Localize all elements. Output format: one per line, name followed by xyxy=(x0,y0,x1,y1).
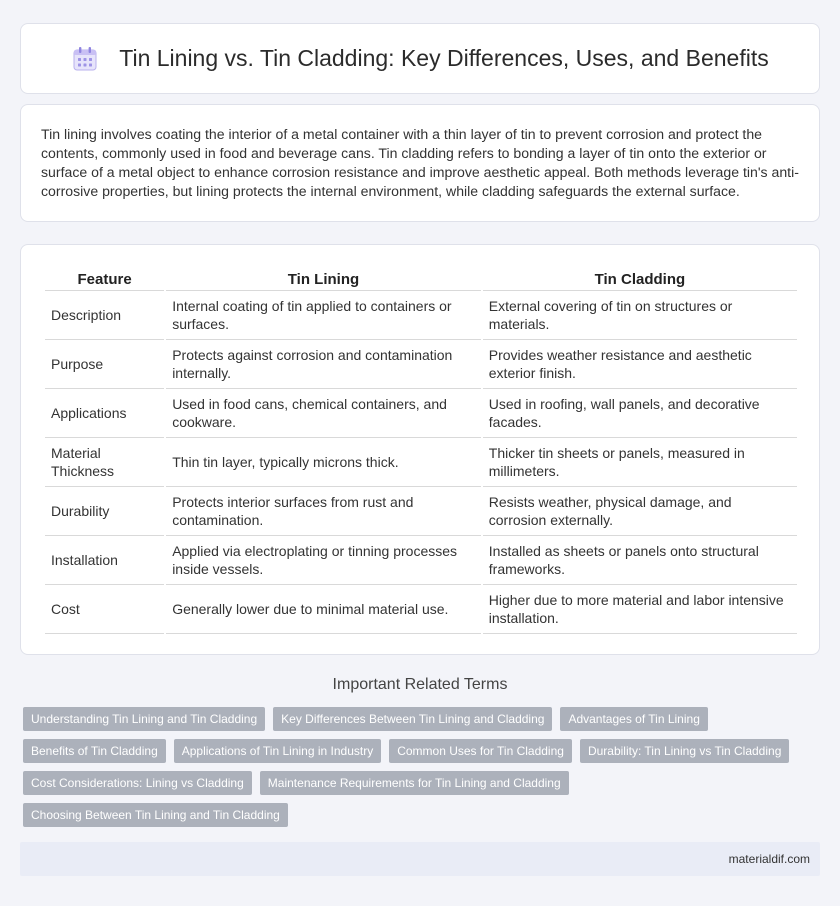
row-tin-cladding: External covering of tin on structures or materials. xyxy=(483,291,797,340)
row-tin-cladding: Higher due to more material and labor intensive installation. xyxy=(483,585,797,634)
row-tin-lining: Protects against corrosion and contamination internally. xyxy=(166,340,481,389)
table-header-row xyxy=(45,265,797,291)
calendar-grid-icon xyxy=(71,45,99,73)
header-feature: Feature xyxy=(45,265,164,291)
row-tin-cladding: Used in roofing, wall panels, and decorative facades. xyxy=(483,389,797,438)
related-tag-advantages-lining[interactable]: Advantages of Tin Lining xyxy=(560,707,707,731)
intro-paragraph: Tin lining involves coating the interior of a metal container with a thin layer of tin to prevent corrosion and protect the contents, commonly used in food and beverage cans. Tin cladding refers to bonding a layer of tin onto the exterior or surface of a metal object to enhance corrosion resistance and improve aesthetic appeal. Both methods leverage tin's anti-corrosive properties, but lining protects the internal environment, while cladding safeguards the external surface. xyxy=(41,126,799,199)
row-feature: Applications xyxy=(45,389,164,438)
comparison-table xyxy=(43,265,799,634)
row-feature: Description xyxy=(45,291,164,340)
row-tin-cladding: Thicker tin sheets or panels, measured in millimeters. xyxy=(483,438,797,487)
page-title: Tin Lining vs. Tin Cladding: Key Differences, Uses, and Benefits xyxy=(119,45,769,71)
footer xyxy=(20,842,820,876)
header-card xyxy=(20,23,820,94)
row-tin-cladding: Resists weather, physical damage, and corrosion externally. xyxy=(483,487,797,536)
related-tag-uses-cladding[interactable]: Common Uses for Tin Cladding xyxy=(389,739,572,763)
related-tag-choosing[interactable]: Choosing Between Tin Lining and Tin Cladding xyxy=(23,803,288,827)
table-row xyxy=(45,487,797,536)
row-tin-lining: Used in food cans, chemical containers, and cookware. xyxy=(166,389,481,438)
table-row xyxy=(45,585,797,634)
related-tag-understanding[interactable]: Understanding Tin Lining and Tin Cladding xyxy=(23,707,265,731)
row-tin-cladding: Provides weather resistance and aesthetic exterior finish. xyxy=(483,340,797,389)
footer-site-name[interactable]: materialdif.com xyxy=(728,852,810,866)
related-tag-key-differences[interactable]: Key Differences Between Tin Lining and Cladding xyxy=(273,707,552,731)
row-feature: Material Thickness xyxy=(45,438,164,487)
related-tag-cost[interactable]: Cost Considerations: Lining vs Cladding xyxy=(23,771,252,795)
related-terms-heading: Important Related Terms xyxy=(332,676,508,693)
header-tin-cladding: Tin Cladding xyxy=(483,265,797,291)
row-tin-lining: Internal coating of tin applied to containers or surfaces. xyxy=(166,291,481,340)
row-feature: Installation xyxy=(45,536,164,585)
table-row xyxy=(45,389,797,438)
table-row xyxy=(45,438,797,487)
related-tag-applications-lining[interactable]: Applications of Tin Lining in Industry xyxy=(174,739,381,763)
header-tin-lining: Tin Lining xyxy=(166,265,481,291)
row-tin-lining: Protects interior surfaces from rust and contamination. xyxy=(166,487,481,536)
table-row xyxy=(45,340,797,389)
row-tin-lining: Applied via electroplating or tinning processes inside vessels. xyxy=(166,536,481,585)
table-row xyxy=(45,536,797,585)
comparison-card xyxy=(20,244,820,655)
row-tin-lining: Thin tin layer, typically microns thick. xyxy=(166,438,481,487)
row-feature: Purpose xyxy=(45,340,164,389)
related-tag-benefits-cladding[interactable]: Benefits of Tin Cladding xyxy=(23,739,166,763)
related-terms-list xyxy=(23,707,813,835)
related-tag-maintenance[interactable]: Maintenance Requirements for Tin Lining and Cladding xyxy=(260,771,569,795)
row-tin-lining: Generally lower due to minimal material use. xyxy=(166,585,481,634)
row-feature: Durability xyxy=(45,487,164,536)
related-tag-durability[interactable]: Durability: Tin Lining vs Tin Cladding xyxy=(580,739,789,763)
table-row xyxy=(45,291,797,340)
intro-card xyxy=(20,104,820,222)
row-tin-cladding: Installed as sheets or panels onto structural frameworks. xyxy=(483,536,797,585)
row-feature: Cost xyxy=(45,585,164,634)
